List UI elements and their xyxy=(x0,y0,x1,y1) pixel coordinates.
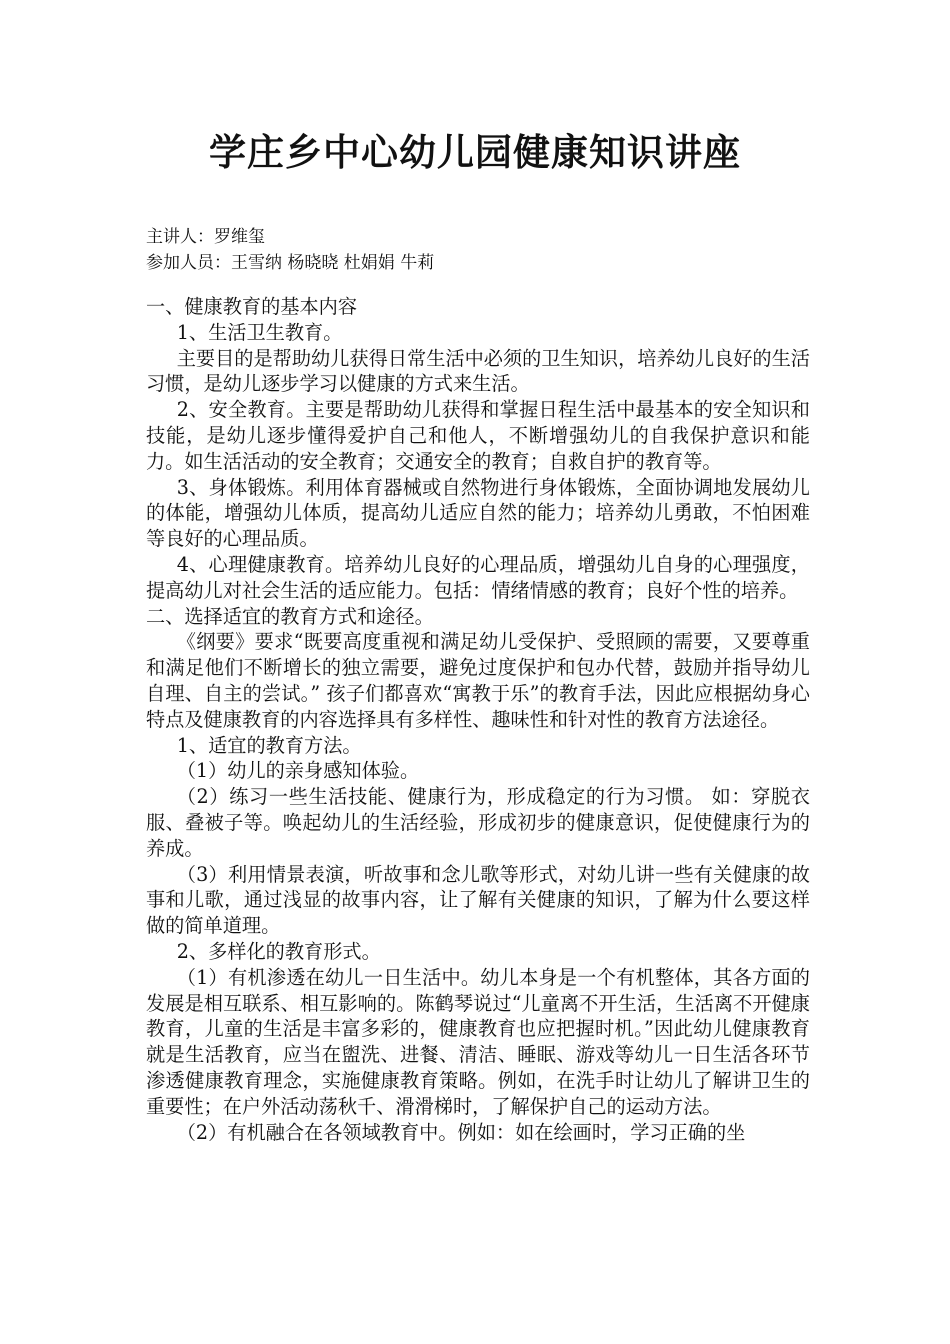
document-body xyxy=(146,294,810,1145)
subsection-heading: 2、多样化的教育形式。 xyxy=(176,939,381,963)
body-paragraph: 《纲要》要求“既要高度重视和满足幼儿受保护、受照顾的需要，又要尊重和满足他们不断增长的独立需要，避免过度保护和包办代替，鼓励并指导幼儿自理、自主的尝试。” 孩子们都喜欢“寓教于乐”的教育手法，因此应根据幼身心特点及健康教育的内容选择具有多样性、趣味性和针对性的教育方法途径。 xyxy=(146,630,810,731)
participants-line: 参加人员：王雪纳 杨晓晓 杜娟娟 牛莉 xyxy=(146,253,435,273)
body-paragraph: 主要目的是帮助幼儿获得日常生活中必须的卫生知识，培养幼儿良好的生活习惯，是幼儿逐步学习以健康的方式来生活。 xyxy=(146,346,810,396)
document-title: 学庄乡中心幼儿园健康知识讲座 xyxy=(209,130,741,174)
subsection-heading: 1、生活卫生教育。 xyxy=(176,320,343,344)
list-item: （1）有机渗透在幼儿一日生活中。幼儿本身是一个有机整体，其各方面的发展是相互联系、相互影响的。陈鹤琴说过“儿童离不开生活，生活离不开健康教育，儿童的生活是丰富多彩的，健康教育也应把握时机。”因此幼儿健康教育就是生活教育，应当在盥洗、进餐、清洁、睡眠、游戏等幼儿一日生活各环节渗透健康教育理念，实施健康教育策略。例如，在洗手时让幼儿了解讲卫生的重要性；在户外活动荡秋千、滑滑梯时，了解保护自己的运动方法。 xyxy=(146,965,810,1118)
body-paragraph: 4、心理健康教育。培养幼儿良好的心理品质，增强幼儿自身的心理强度，提高幼儿对社会生活的适应能力。包括：情绪情感的教育；良好个性的培养。 xyxy=(146,552,810,602)
speaker-line: 主讲人：罗维玺 xyxy=(146,227,265,247)
list-item: （2）有机融合在各领域教育中。例如：如在绘画时，学习正确的坐 xyxy=(176,1120,746,1144)
section-heading: 一、健康教育的基本内容 xyxy=(146,295,358,318)
list-item: （2）练习一些生活技能、健康行为，形成稳定的行为习惯。 如：穿脱衣服、叠被子等。唤起幼儿的生活经验，形成初步的健康意识，促使健康行为的养成。 xyxy=(146,785,810,860)
body-paragraph: 3、身体锻炼。利用体育器械或自然物进行身体锻炼，全面协调地发展幼儿的体能，增强幼儿体质，提高幼儿适应自然的能力；培养幼儿勇敢，不怕困难等良好的心理品质。 xyxy=(146,475,810,551)
list-item: （3）利用情景表演，听故事和念儿歌等形式，对幼儿讲一些有关健康的故事和儿歌，通过浅显的故事内容，让了解有关健康的知识，了解为什么要这样做的简单道理。 xyxy=(146,862,810,938)
section-heading: 二、选择适宜的教育方式和途径。 xyxy=(146,604,434,628)
body-paragraph: 2、安全教育。主要是帮助幼儿获得和掌握日程生活中最基本的安全知识和技能，是幼儿逐步懂得爱护自己和他人，不断增强幼儿的自我保护意识和能力。如生活活动的安全教育；交通安全的教育；自救自护的教育等。 xyxy=(146,398,810,473)
subsection-heading: 1、适宜的教育方法。 xyxy=(176,733,362,757)
list-item: （1）幼儿的亲身感知体验。 xyxy=(176,759,420,783)
